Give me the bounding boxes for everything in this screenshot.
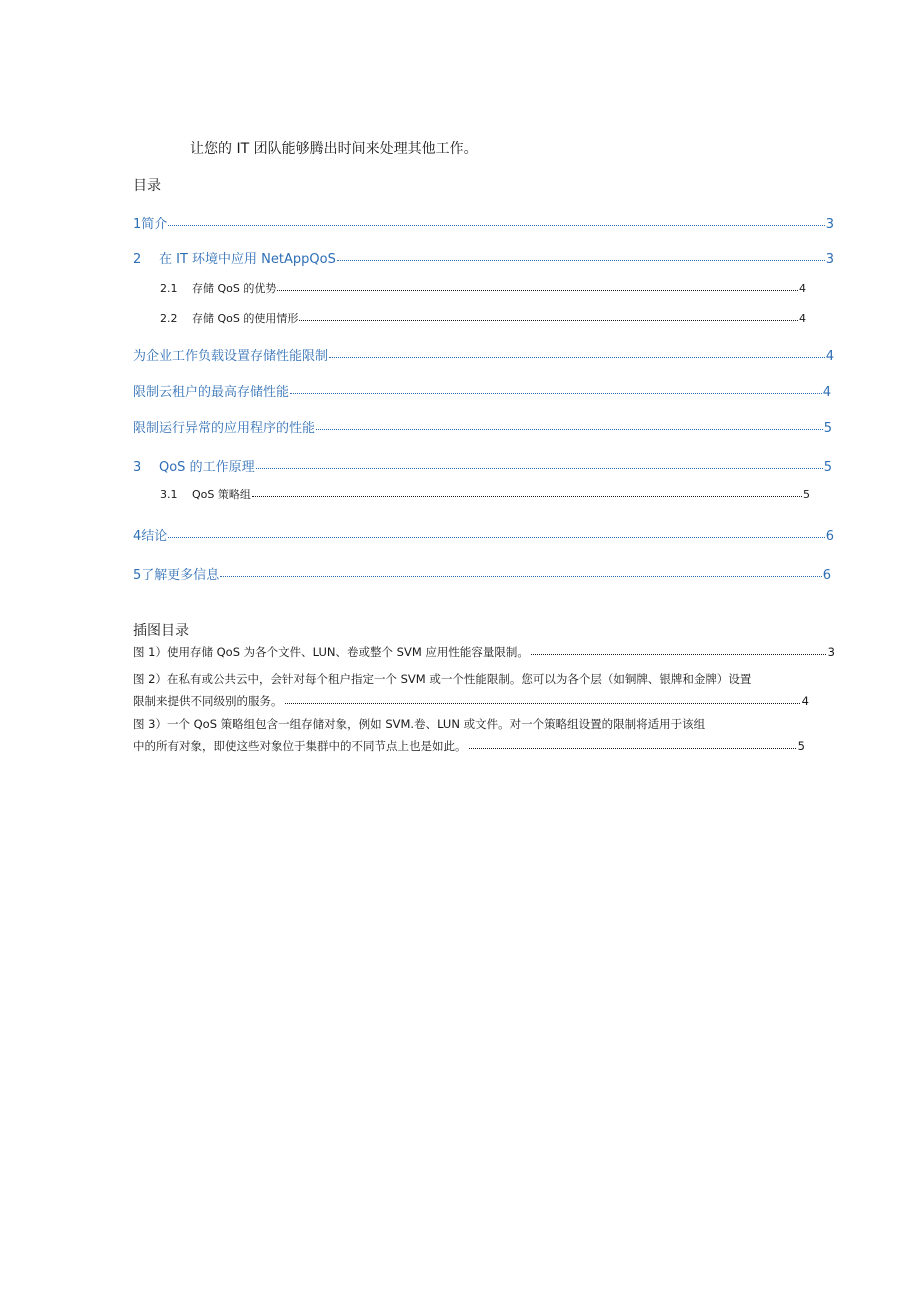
intro-text: 让您的 IT 团队能够腾出时间来处理其他工作。 bbox=[190, 141, 478, 157]
toc-text: 了解更多信息 bbox=[141, 568, 220, 583]
figure-caption: 图 1）使用存储 QoS 为各个文件、LUN、卷或整个 SVM 应用性能容量限制。 bbox=[133, 645, 529, 659]
toc-num: 2.2 bbox=[160, 312, 178, 325]
toc-text: QoS 的工作原理 bbox=[159, 460, 255, 475]
toc-text: 限制运行异常的应用程序的性能 bbox=[133, 421, 316, 436]
figure-page: 5 bbox=[797, 739, 805, 753]
toc-num: 1 bbox=[133, 217, 142, 232]
toc-text: 为企业工作负载设置存储性能限制 bbox=[133, 349, 329, 364]
figure-leader bbox=[531, 645, 826, 655]
toc-text: 存储 QoS 的优势 bbox=[192, 282, 277, 295]
toc-leader bbox=[220, 566, 821, 577]
figure-caption-cont: 中的所有对象，即使这些对象位于集群中的不同节点上也是如此。 bbox=[133, 739, 467, 753]
toc-num: 3 bbox=[133, 460, 142, 475]
toc-leader bbox=[329, 347, 825, 358]
toc-page: 5 bbox=[823, 421, 832, 436]
toc-entry-intro[interactable] bbox=[133, 213, 834, 232]
toc-page: 5 bbox=[803, 488, 810, 501]
toc-text: QoS 策略组 bbox=[192, 488, 251, 501]
toc-page: 4 bbox=[822, 385, 831, 400]
toc-page: 3 bbox=[825, 252, 834, 267]
toc-num: 2.1 bbox=[160, 282, 178, 295]
figure-page: 3 bbox=[827, 645, 835, 659]
toc-leader bbox=[277, 281, 798, 291]
figure-leader bbox=[285, 694, 800, 704]
toc-entry-abnormal-app-limits[interactable] bbox=[133, 417, 832, 436]
figure-caption: 图 2）在私有或公共云中，会针对每个租户指定一个 SVM 或一个性能限制。您可以为各个层（如铜牌、银牌和金牌）设置 bbox=[133, 672, 752, 686]
toc-leader bbox=[256, 458, 823, 469]
toc-num: 5 bbox=[133, 568, 142, 583]
figure-entry-3[interactable] bbox=[133, 713, 835, 757]
toc-text: 限制云租户的最高存储性能 bbox=[133, 385, 290, 400]
toc-entry-enterprise-limits[interactable] bbox=[133, 345, 834, 364]
toc-text: 在 IT 环境中应用 NetAppQoS bbox=[159, 252, 336, 267]
toc-leader bbox=[252, 487, 802, 497]
toc-num: 3.1 bbox=[160, 488, 178, 501]
toc-title: 目录 bbox=[133, 178, 161, 194]
toc-num: 2 bbox=[133, 252, 142, 267]
toc-entry-qos-principles[interactable] bbox=[133, 456, 832, 475]
toc-leader bbox=[290, 383, 822, 394]
toc-page: 3 bbox=[825, 217, 834, 232]
toc-entry-conclusion[interactable] bbox=[133, 525, 834, 544]
toc-leader bbox=[337, 250, 825, 261]
toc-page: 6 bbox=[825, 529, 834, 544]
figure-caption: 图 3）一个 QoS 策略组包含一组存储对象，例如 SVM.卷、LUN 或文件。对一个策略组设置的限制将适用于该组 bbox=[133, 717, 706, 731]
toc-page: 4 bbox=[799, 312, 806, 325]
toc-text: 存储 QoS 的使用情形 bbox=[192, 312, 299, 325]
toc-entry-cloud-tenant-limits[interactable] bbox=[133, 381, 831, 400]
toc-text: 结论 bbox=[141, 529, 168, 544]
figure-leader bbox=[469, 739, 796, 749]
figure-entry-1[interactable] bbox=[133, 641, 835, 663]
toc-entry-qos-advantages[interactable] bbox=[160, 280, 806, 296]
figure-caption-cont: 限制来提供不同级别的服务。 bbox=[133, 694, 283, 708]
toc-num: 4 bbox=[133, 529, 142, 544]
toc-page: 6 bbox=[822, 568, 831, 583]
toc-text: 简介 bbox=[141, 217, 168, 232]
toc-page: 4 bbox=[799, 282, 806, 295]
toc-leader bbox=[168, 527, 824, 538]
toc-page: 4 bbox=[825, 349, 834, 364]
figure-list-title: 插图目录 bbox=[133, 623, 189, 639]
toc-entry-apply-qos[interactable] bbox=[133, 248, 834, 267]
toc-leader bbox=[299, 311, 798, 321]
toc-entry-qos-policy-group[interactable] bbox=[160, 486, 810, 502]
figure-entry-2[interactable] bbox=[133, 668, 835, 712]
toc-entry-qos-use-cases[interactable] bbox=[160, 310, 806, 326]
toc-leader bbox=[316, 419, 823, 430]
figure-page: 4 bbox=[801, 694, 809, 708]
toc-entry-more-info[interactable] bbox=[133, 564, 831, 583]
toc-leader bbox=[168, 215, 824, 226]
toc-page: 5 bbox=[823, 460, 832, 475]
